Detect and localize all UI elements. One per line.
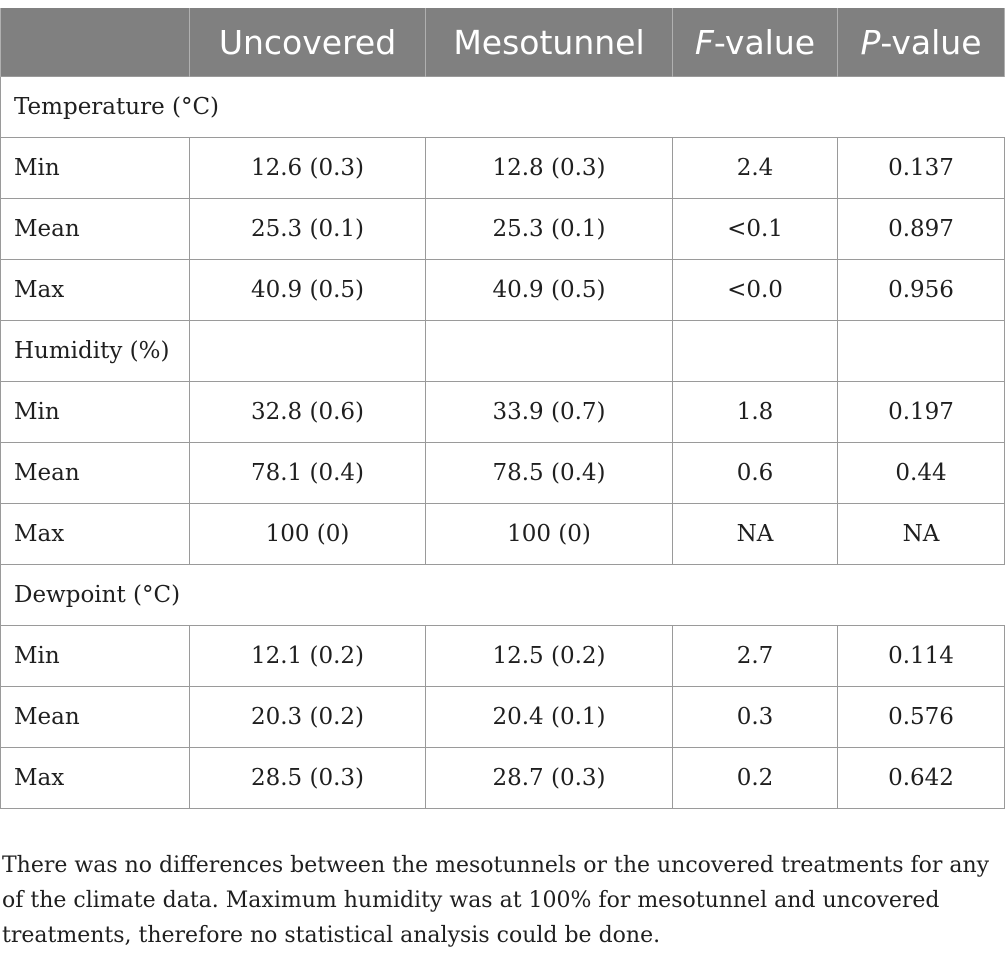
cell-p-value: 0.897 xyxy=(838,199,1005,260)
row-label: Min xyxy=(1,382,190,443)
cell-mesotunnel: 28.7 (0.3) xyxy=(426,748,673,809)
cell-uncovered: 12.6 (0.3) xyxy=(190,138,426,199)
cell-p-value: 0.137 xyxy=(838,138,1005,199)
cell-uncovered: 100 (0) xyxy=(190,504,426,565)
section-label: Temperature (°C) xyxy=(1,77,1005,138)
cell-f-value: 2.7 xyxy=(673,626,838,687)
cell-f-value: 1.8 xyxy=(673,382,838,443)
table-row xyxy=(1,443,1005,504)
cell-uncovered: 28.5 (0.3) xyxy=(190,748,426,809)
header-mesotunnel: Mesotunnel xyxy=(426,8,673,77)
row-label: Max xyxy=(1,748,190,809)
cell-mesotunnel: 40.9 (0.5) xyxy=(426,260,673,321)
table-row xyxy=(1,138,1005,199)
cell-p-value: 0.197 xyxy=(838,382,1005,443)
climate-data-table xyxy=(0,8,1005,809)
cell-p-value: 0.114 xyxy=(838,626,1005,687)
cell-f-value: <0.1 xyxy=(673,199,838,260)
header-f-suffix: -value xyxy=(713,22,816,62)
table-row xyxy=(1,687,1005,748)
cell-mesotunnel: 25.3 (0.1) xyxy=(426,199,673,260)
section-row-humidity xyxy=(1,321,1005,382)
section-row-dewpoint xyxy=(1,565,1005,626)
cell-mesotunnel: 78.5 (0.4) xyxy=(426,443,673,504)
header-p-symbol: P xyxy=(860,22,881,62)
row-label: Mean xyxy=(1,687,190,748)
cell-mesotunnel: 20.4 (0.1) xyxy=(426,687,673,748)
table-row xyxy=(1,382,1005,443)
header-row xyxy=(1,8,1005,77)
empty-cell xyxy=(673,321,838,382)
cell-p-value: 0.576 xyxy=(838,687,1005,748)
cell-mesotunnel: 33.9 (0.7) xyxy=(426,382,673,443)
cell-p-value: 0.956 xyxy=(838,260,1005,321)
empty-cell xyxy=(426,321,673,382)
cell-mesotunnel: 100 (0) xyxy=(426,504,673,565)
row-label: Mean xyxy=(1,199,190,260)
header-f-value xyxy=(673,8,838,77)
header-p-suffix: -value xyxy=(880,22,982,62)
cell-f-value: 0.6 xyxy=(673,443,838,504)
row-label: Min xyxy=(1,626,190,687)
section-label: Humidity (%) xyxy=(1,321,190,382)
table-header xyxy=(1,8,1005,77)
row-label: Max xyxy=(1,260,190,321)
cell-uncovered: 25.3 (0.1) xyxy=(190,199,426,260)
cell-f-value: 2.4 xyxy=(673,138,838,199)
row-label: Max xyxy=(1,504,190,565)
table-body xyxy=(1,77,1005,809)
cell-p-value: 0.642 xyxy=(838,748,1005,809)
header-p-value xyxy=(838,8,1005,77)
row-label: Min xyxy=(1,138,190,199)
cell-uncovered: 40.9 (0.5) xyxy=(190,260,426,321)
cell-uncovered: 12.1 (0.2) xyxy=(190,626,426,687)
table-row xyxy=(1,626,1005,687)
cell-p-value: NA xyxy=(838,504,1005,565)
header-f-symbol: F xyxy=(694,22,714,62)
cell-uncovered: 20.3 (0.2) xyxy=(190,687,426,748)
table-row xyxy=(1,260,1005,321)
cell-p-value: 0.44 xyxy=(838,443,1005,504)
table-footnote: There was no differences between the mesotunnels or the uncovered treatments for any of the climate data. Maximum humidity was at 100% for mesotunnel and uncovered treatments, therefore no statistical analysis could be done. xyxy=(2,853,990,948)
header-empty-cell xyxy=(1,8,190,77)
cell-uncovered: 78.1 (0.4) xyxy=(190,443,426,504)
empty-cell xyxy=(190,321,426,382)
cell-f-value: 0.2 xyxy=(673,748,838,809)
table-row xyxy=(1,199,1005,260)
header-uncovered: Uncovered xyxy=(190,8,426,77)
empty-cell xyxy=(838,321,1005,382)
cell-f-value: <0.0 xyxy=(673,260,838,321)
section-row-temperature xyxy=(1,77,1005,138)
cell-uncovered: 32.8 (0.6) xyxy=(190,382,426,443)
cell-f-value: NA xyxy=(673,504,838,565)
section-label: Dewpoint (°C) xyxy=(1,565,1005,626)
row-label: Mean xyxy=(1,443,190,504)
table-row xyxy=(1,504,1005,565)
cell-mesotunnel: 12.8 (0.3) xyxy=(426,138,673,199)
table-row xyxy=(1,748,1005,809)
cell-f-value: 0.3 xyxy=(673,687,838,748)
cell-mesotunnel: 12.5 (0.2) xyxy=(426,626,673,687)
